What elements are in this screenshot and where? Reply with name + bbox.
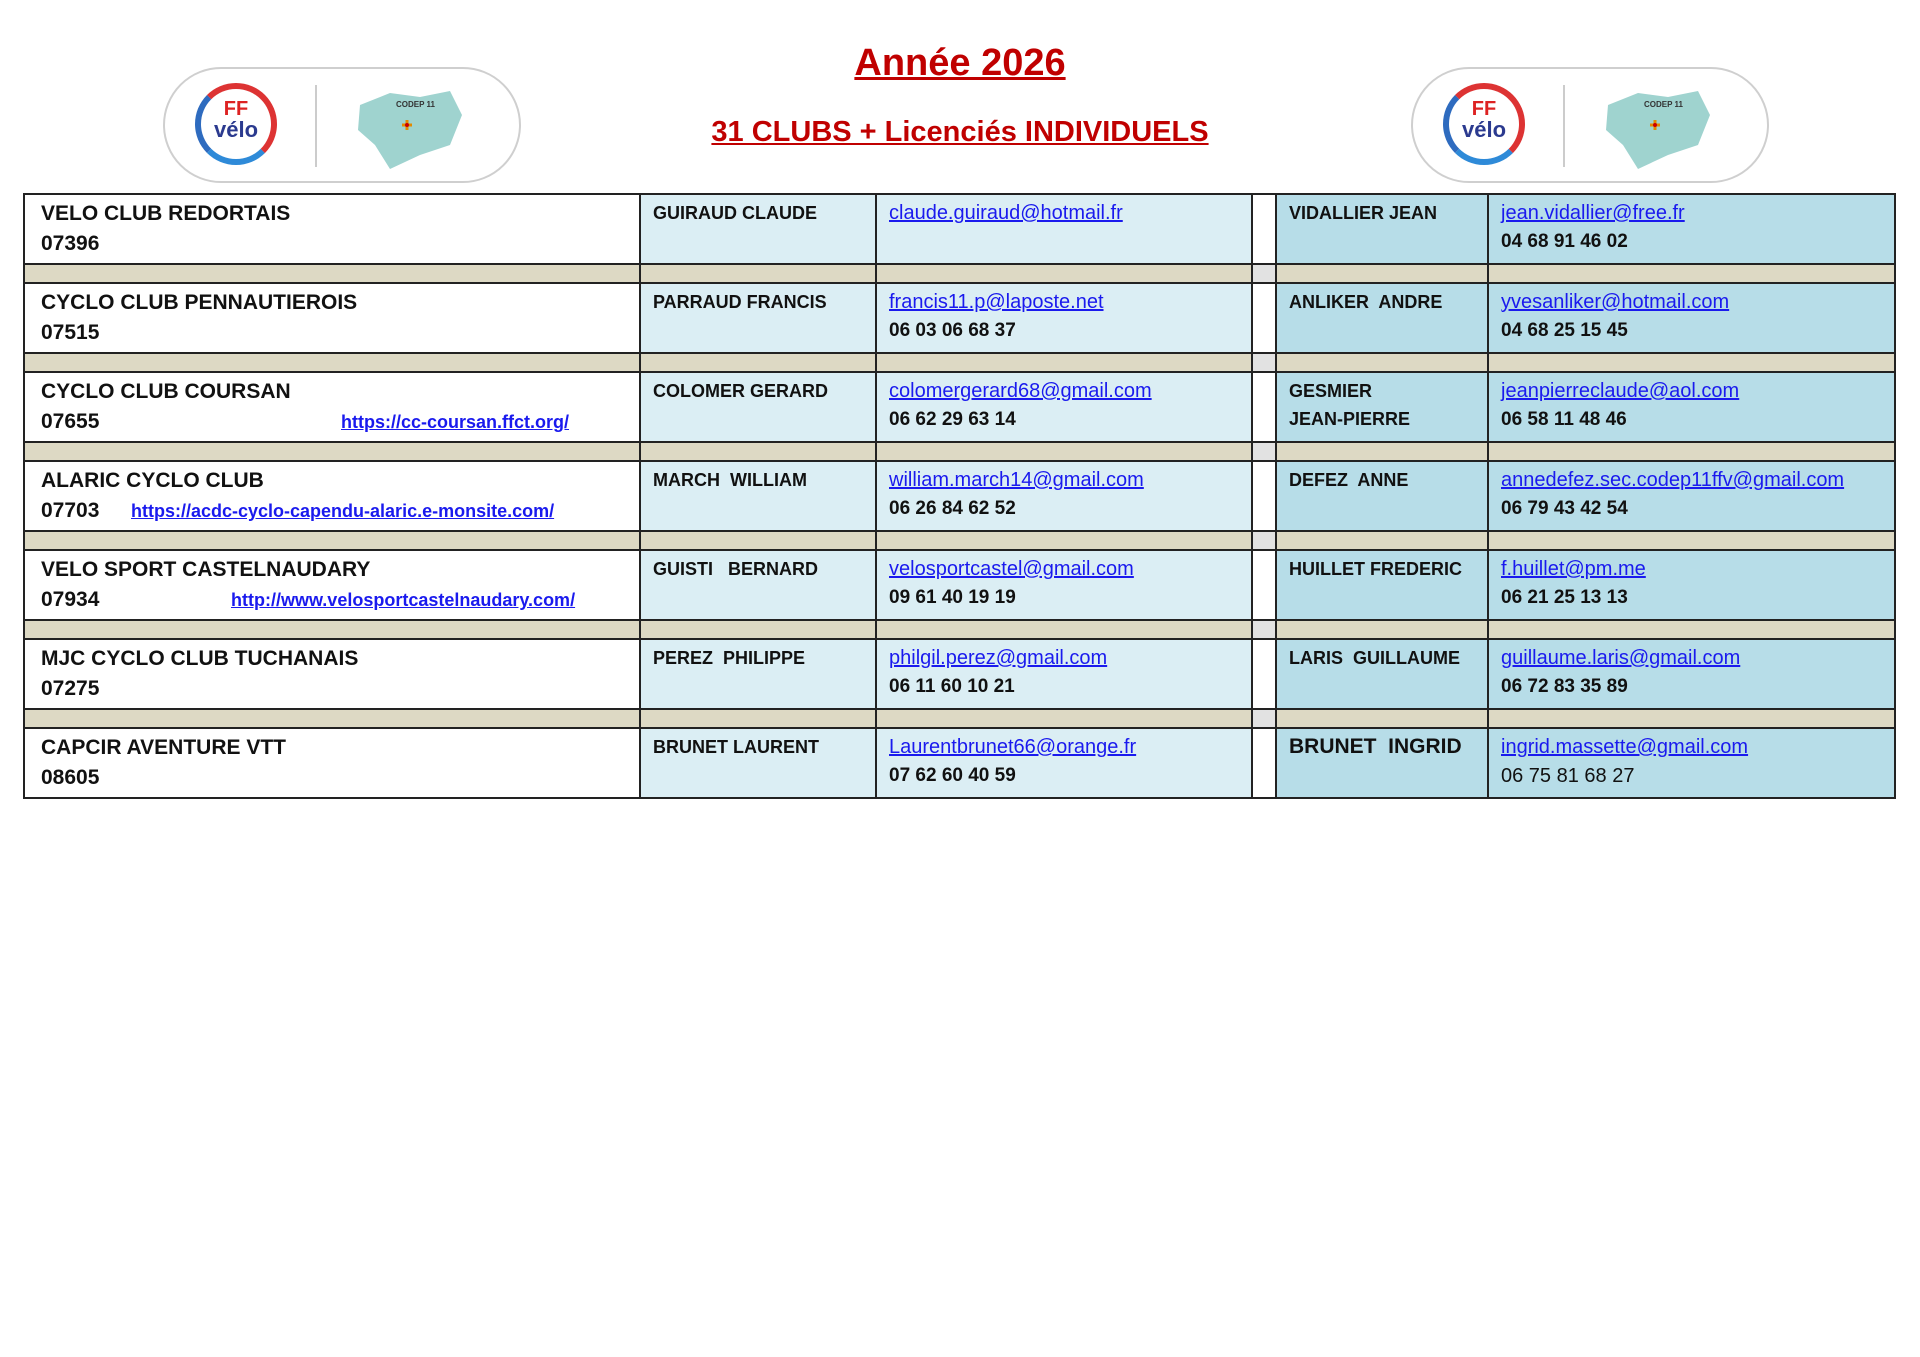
- contact-details-cell: [1488, 461, 1895, 531]
- contact-name: HUILLET FREDERIC: [1289, 559, 1462, 579]
- president-cell: [640, 283, 876, 353]
- president-contact-cell: [876, 194, 1252, 264]
- president-name: PEREZ PHILIPPE: [653, 648, 806, 668]
- club-code: 08605: [41, 766, 100, 789]
- contact-email-link[interactable]: jean.vidallier@free.fr: [1501, 202, 1685, 224]
- contact-phone: 06 75 81 68 27: [1501, 765, 1635, 787]
- logo-left: [163, 67, 521, 183]
- ffvelo-logo: FF vélo: [1443, 83, 1525, 165]
- page-subtitle: 31 CLUBS + Licenciés INDIVIDUELS: [711, 116, 1209, 148]
- president-phone: 07 62 60 40 59: [889, 765, 1016, 786]
- empty-cell: [1252, 372, 1276, 442]
- president-email-link[interactable]: philgil.perez@gmail.com: [889, 647, 1108, 669]
- club-cell: [24, 283, 640, 353]
- contact-email-link[interactable]: jeanpierreclaude@aol.com: [1501, 380, 1740, 402]
- contact-cell: [1276, 728, 1488, 798]
- contact-details-cell: [1488, 639, 1895, 709]
- president-cell: [640, 372, 876, 442]
- president-phone: 06 03 06 68 37: [889, 320, 1016, 341]
- contact-cell: [1276, 194, 1488, 264]
- contact-email-link[interactable]: annedefez.sec.codep11ffv@gmail.com: [1501, 469, 1845, 491]
- president-name: GUIRAUD CLAUDE: [653, 203, 817, 223]
- club-website-link[interactable]: https://acdc-cyclo-capendu-alaric.e-monsite.com/: [131, 501, 555, 521]
- empty-cell: [1252, 194, 1276, 264]
- president-cell: [640, 194, 876, 264]
- contact-phone: 06 21 25 13 13: [1501, 587, 1628, 608]
- president-email-link[interactable]: william.march14@gmail.com: [889, 469, 1144, 491]
- contact-name: DEFEZ ANNE: [1289, 470, 1409, 490]
- svg-text:CODEP 11: CODEP 11: [396, 100, 435, 109]
- club-row: [24, 372, 1895, 442]
- president-phone: 06 11 60 10 21: [889, 676, 1015, 697]
- logo-right: [1411, 67, 1769, 183]
- contact-name-line2: JEAN-PIERRE: [1289, 409, 1411, 429]
- logo-divider: [1563, 85, 1565, 167]
- contact-name: GESMIER: [1289, 381, 1373, 401]
- president-contact-cell: [876, 283, 1252, 353]
- club-name: VELO CLUB REDORTAIS: [41, 202, 291, 225]
- contact-cell: [1276, 550, 1488, 620]
- page-title: Année 2026: [854, 42, 1066, 84]
- club-code: 07275: [41, 677, 100, 700]
- club-website-link[interactable]: http://www.velosportcastelnaudary.com/: [231, 590, 576, 610]
- club-name: MJC CYCLO CLUB TUCHANAIS: [41, 647, 359, 670]
- empty-cell: [1252, 283, 1276, 353]
- contact-email-link[interactable]: guillaume.laris@gmail.com: [1501, 647, 1741, 669]
- empty-cell: [1252, 639, 1276, 709]
- club-name: ALARIC CYCLO CLUB: [41, 469, 264, 492]
- empty-cell: [1252, 728, 1276, 798]
- president-cell: [640, 461, 876, 531]
- club-name: CYCLO CLUB PENNAUTIEROIS: [41, 291, 358, 314]
- president-contact-cell: [876, 461, 1252, 531]
- president-name: MARCH WILLIAM: [653, 470, 807, 490]
- club-code: 07396: [41, 232, 100, 255]
- president-name: BRUNET LAURENT: [653, 737, 819, 757]
- club-row: [24, 728, 1895, 798]
- president-name: PARRAUD FRANCIS: [653, 292, 827, 312]
- empty-cell: [1252, 550, 1276, 620]
- contact-details-cell: [1488, 728, 1895, 798]
- president-email-link[interactable]: claude.guiraud@hotmail.fr: [889, 202, 1123, 224]
- contact-name: VIDALLIER JEAN: [1289, 203, 1438, 223]
- club-code: 07703: [41, 499, 100, 522]
- president-contact-cell: [876, 372, 1252, 442]
- contact-details-cell: [1488, 283, 1895, 353]
- club-cell: [24, 728, 640, 798]
- president-name: GUISTI BERNARD: [653, 559, 819, 579]
- president-contact-cell: [876, 639, 1252, 709]
- club-name: VELO SPORT CASTELNAUDARY: [41, 558, 371, 581]
- contact-details-cell: [1488, 550, 1895, 620]
- contact-phone: 06 79 43 42 54: [1501, 498, 1628, 519]
- codep11-map-icon: [1598, 85, 1713, 171]
- club-row: [24, 550, 1895, 620]
- empty-cell: [1252, 461, 1276, 531]
- contact-email-link[interactable]: ingrid.massette@gmail.com: [1501, 736, 1749, 758]
- club-code: 07515: [41, 321, 100, 344]
- contact-email-link[interactable]: yvesanliker@hotmail.com: [1501, 291, 1730, 313]
- president-cell: [640, 639, 876, 709]
- contact-cell: [1276, 372, 1488, 442]
- president-email-link[interactable]: Laurentbrunet66@orange.fr: [889, 736, 1137, 758]
- spacer-row: [24, 620, 1895, 639]
- president-name: COLOMER GERARD: [653, 381, 828, 401]
- contact-cell: [1276, 461, 1488, 531]
- club-row: [24, 194, 1895, 264]
- contact-phone: 04 68 91 46 02: [1501, 231, 1628, 252]
- contact-name: LARIS GUILLAUME: [1289, 648, 1460, 668]
- spacer-row: [24, 709, 1895, 728]
- contact-phone: 06 58 11 48 46: [1501, 409, 1627, 430]
- club-row: [24, 639, 1895, 709]
- club-code: 07934: [41, 588, 100, 611]
- clubs-table: [23, 193, 1896, 799]
- club-name: CYCLO CLUB COURSAN: [41, 380, 291, 403]
- contact-name: BRUNET INGRID: [1289, 735, 1462, 758]
- president-contact-cell: [876, 728, 1252, 798]
- president-contact-cell: [876, 550, 1252, 620]
- club-code: 07655: [41, 410, 100, 433]
- club-cell: [24, 639, 640, 709]
- contact-phone: 04 68 25 15 45: [1501, 320, 1628, 341]
- contact-email-link[interactable]: f.huillet@pm.me: [1501, 558, 1646, 580]
- ffvelo-logo: FF vélo: [195, 83, 277, 165]
- club-cell: [24, 194, 640, 264]
- spacer-row: [24, 264, 1895, 283]
- president-phone: 09 61 40 19 19: [889, 587, 1016, 608]
- club-cell: [24, 550, 640, 620]
- contact-details-cell: [1488, 194, 1895, 264]
- club-name: CAPCIR AVENTURE VTT: [41, 736, 287, 759]
- club-cell: [24, 372, 640, 442]
- club-row: [24, 283, 1895, 353]
- codep11-map-icon: [350, 85, 465, 171]
- contact-cell: [1276, 283, 1488, 353]
- president-phone: 06 62 29 63 14: [889, 409, 1016, 430]
- logo-divider: [315, 85, 317, 167]
- spacer-row: [24, 442, 1895, 461]
- president-email-link[interactable]: velosportcastel@gmail.com: [889, 558, 1134, 580]
- president-email-link[interactable]: francis11.p@laposte.net: [889, 291, 1104, 313]
- president-phone: 06 26 84 62 52: [889, 498, 1016, 519]
- contact-name: ANLIKER ANDRE: [1289, 292, 1443, 312]
- club-cell: [24, 461, 640, 531]
- spacer-row: [24, 353, 1895, 372]
- president-cell: [640, 728, 876, 798]
- president-cell: [640, 550, 876, 620]
- contact-cell: [1276, 639, 1488, 709]
- club-website-link[interactable]: https://cc-coursan.ffct.org/: [341, 412, 570, 432]
- contact-phone: 06 72 83 35 89: [1501, 676, 1628, 697]
- contact-details-cell: [1488, 372, 1895, 442]
- president-email-link[interactable]: colomergerard68@gmail.com: [889, 380, 1152, 402]
- spacer-row: [24, 531, 1895, 550]
- club-row: [24, 461, 1895, 531]
- svg-text:CODEP 11: CODEP 11: [1644, 100, 1683, 109]
